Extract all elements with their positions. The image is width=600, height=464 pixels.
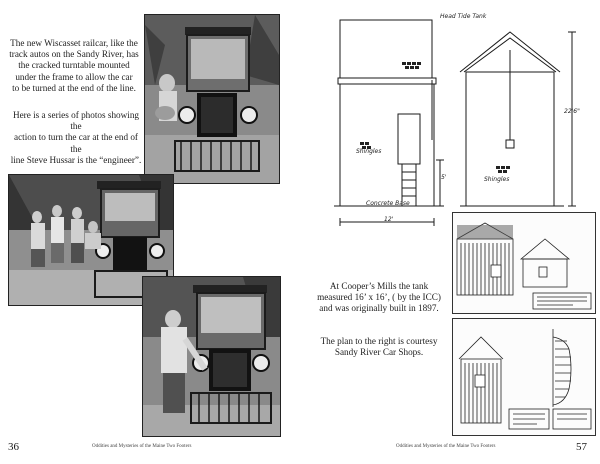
caption-line: Here is a series of photos showing the [12, 110, 140, 132]
caption-line: under the frame to allow the car [15, 71, 133, 82]
label-shingles-right: Shingles [484, 176, 510, 183]
tank-elevation-drawing [320, 10, 598, 230]
photo-engineer-with-car [142, 276, 281, 437]
label-concrete-base: Concrete Base [366, 200, 410, 207]
label-width-dimension: 12' [384, 216, 394, 223]
footer-right: Oddities and Mysteries of the Maine Two Footers [396, 444, 496, 449]
page-number-left: 36 [8, 441, 19, 453]
caption-line: The new Wiscasset railcar, like the [10, 38, 138, 48]
page-number-right: 57 [576, 441, 587, 453]
tank-plan-lower [452, 318, 596, 436]
caption-line: measured 16’ x 16’, ( by the ICC) [317, 292, 441, 303]
coopers-mills-caption [304, 281, 454, 315]
turning-series-caption [8, 110, 144, 166]
caption-line: Sandy River Car Shops. [334, 347, 424, 358]
caption-line: At Cooper’s Mills the tank [329, 281, 429, 291]
caption-line: and was originally built in 1897. [319, 303, 439, 314]
footer-left: Oddities and Mysteries of the Maine Two Footers [92, 444, 192, 449]
caption-line: The plan to the right is courtesy [320, 336, 438, 346]
tank-plan-upper [452, 212, 596, 314]
right-page [300, 0, 600, 464]
label-shingles-left: Shingles [356, 148, 382, 155]
caption-line: to be turned at the end of the line. [12, 82, 136, 93]
label-head-tide-tank: Head Tide Tank [440, 13, 487, 20]
photo-railcar-front [144, 14, 280, 184]
caption-line: line Steve Hussar is the “engineer”. [10, 154, 142, 165]
label-height-dimension: 22'6" [564, 108, 580, 115]
caption-line: track autos on the Sandy River, has [9, 49, 139, 60]
railcar-caption [8, 38, 140, 94]
caption-line: the cracked turntable mounted [18, 60, 130, 71]
label-step-dimension: 5' [441, 174, 447, 181]
caption-line: action to turn the car at the end of the [14, 132, 138, 154]
plan-credit-caption [304, 336, 454, 358]
